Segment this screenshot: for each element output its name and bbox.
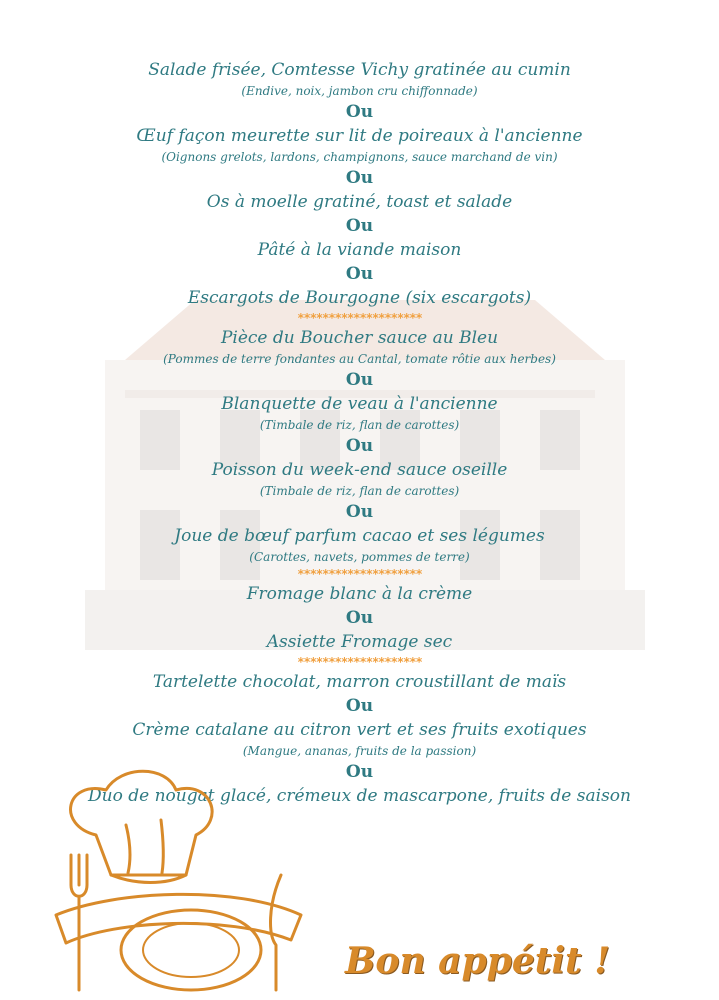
dish-title: Poisson du week-end sauce oseille <box>211 460 508 480</box>
dish-title: Duo de nougat glacé, crémeux de mascarpone, fruits de saison <box>88 786 631 806</box>
dish-title: Assiette Fromage sec <box>266 632 453 652</box>
closing-message: Bon appétit ! <box>345 940 610 982</box>
separator-or: Ou <box>345 696 374 716</box>
section-divider: ******************** <box>297 311 422 325</box>
starters-section <box>0 58 719 310</box>
section-divider: ******************** <box>297 655 422 669</box>
dish-note: (Endive, noix, jambon cru chiffonnade) <box>241 84 478 98</box>
separator-or: Ou <box>345 608 374 628</box>
separator-or: Ou <box>345 370 374 390</box>
cheese-section <box>0 582 719 654</box>
dish-title: Pièce du Boucher sauce au Bleu <box>220 328 499 348</box>
dish-title: Œuf façon meurette sur lit de poireaux à l'ancienne <box>136 126 583 146</box>
menu <box>0 58 719 808</box>
dish-note: (Pommes de terre fondantes au Cantal, tomate rôtie aux herbes) <box>163 352 556 366</box>
dish-note: (Timbale de riz, flan de carottes) <box>259 484 460 498</box>
dish-title: Os à moelle gratiné, toast et salade <box>206 192 513 212</box>
separator-or: Ou <box>345 102 374 122</box>
dish-title: Pâté à la viande maison <box>257 240 462 260</box>
mains-section <box>0 326 719 566</box>
separator-or: Ou <box>345 762 374 782</box>
knife-icon <box>271 875 281 990</box>
chef-illustration <box>36 765 306 995</box>
dish-note: (Mangue, ananas, fruits de la passion) <box>242 744 477 758</box>
dish-note: (Oignons grelots, lardons, champignons, sauce marchand de vin) <box>161 150 558 164</box>
dish-title: Escargots de Bourgogne (six escargots) <box>187 288 532 308</box>
ribbon-banner <box>56 894 301 943</box>
separator-or: Ou <box>345 168 374 188</box>
fork-icon <box>71 855 87 990</box>
chef-hat-icon <box>71 771 213 882</box>
dish-title: Tartelette chocolat, marron croustillant de maïs <box>152 672 567 692</box>
dish-title: Crème catalane au citron vert et ses fruits exotiques <box>132 720 587 740</box>
dish-title: Blanquette de veau à l'ancienne <box>221 394 498 414</box>
separator-or: Ou <box>345 436 374 456</box>
separator-or: Ou <box>345 264 374 284</box>
section-divider: ******************** <box>297 567 422 581</box>
dish-note: (Timbale de riz, flan de carottes) <box>259 418 460 432</box>
separator-or: Ou <box>345 216 374 236</box>
separator-or: Ou <box>345 502 374 522</box>
dish-note: (Carottes, navets, pommes de terre) <box>249 550 470 564</box>
dish-title: Joue de bœuf parfum cacao et ses légumes <box>174 526 545 546</box>
dish-title: Salade frisée, Comtesse Vichy gratinée au cumin <box>148 60 571 80</box>
dish-title: Fromage blanc à la crème <box>246 584 473 604</box>
